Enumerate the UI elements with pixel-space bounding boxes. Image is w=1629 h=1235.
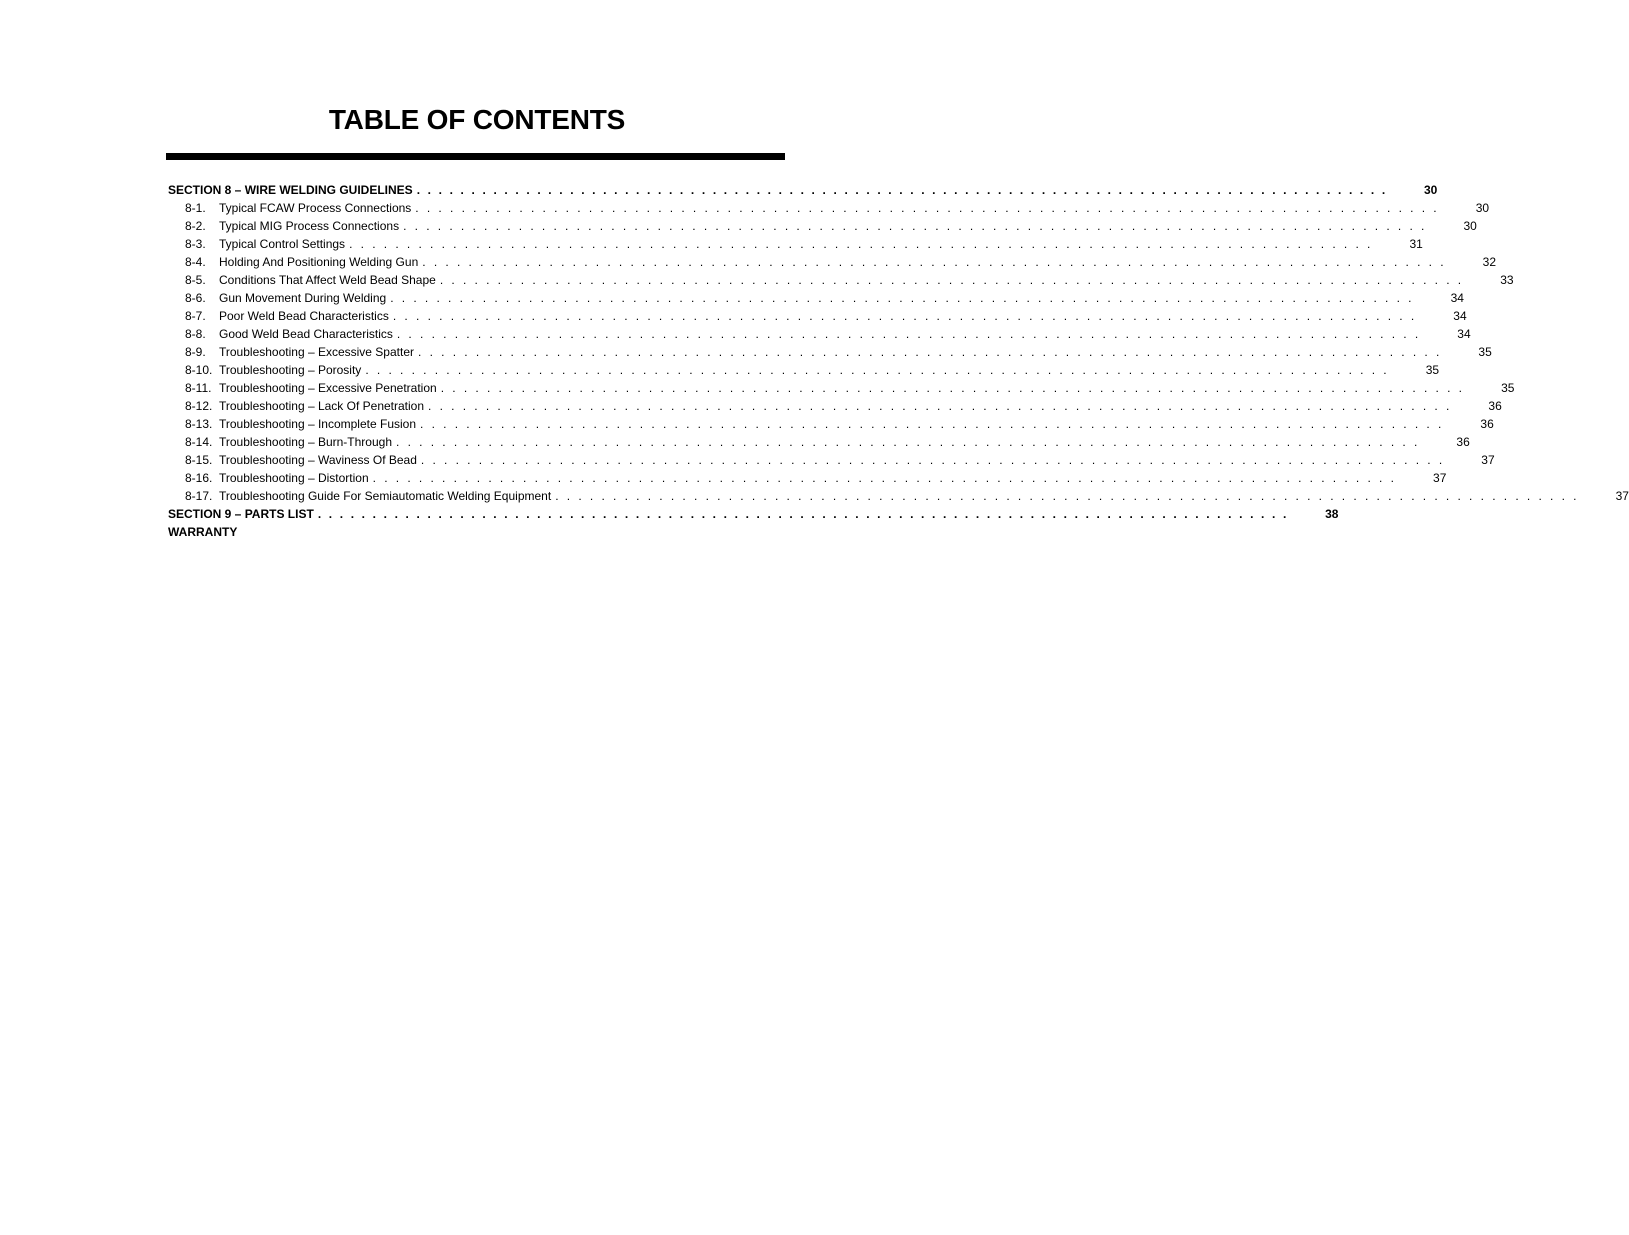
dot-leader: . . . . . . . . . . . . . . . . . . . . . . . . . . . . . . . . . . . . . . . . . . . . . . . . . . . . . . . . . . . . . . . . . . . . . . . . . . . . . . . . . . . . . . . . . xyxy=(372,471,1397,485)
toc-entry-number: 8-5. xyxy=(185,273,206,287)
toc-entry-number: 8-9. xyxy=(185,345,206,359)
toc-entry-page: 35 xyxy=(1478,345,1492,359)
toc-entry-page: 34 xyxy=(1453,309,1467,323)
toc-entry-number: 8-3. xyxy=(185,237,206,251)
toc-entry-8-7[interactable] xyxy=(168,307,1467,325)
toc-entry-page: 32 xyxy=(1482,255,1497,269)
toc-entry-label: Typical Control Settings xyxy=(219,237,346,251)
toc-entry-number: 8-13. xyxy=(185,417,213,431)
dot-leader: . . . . . . . . . . . . . . . . . . . . . . . . . . . . . . . . . . . . . . . . . . . . . . . . . . . . . . . . . . . . . . . . . . . . . . . . . . . . . . . . . . . . . . . . . xyxy=(428,399,1452,413)
dot-leader: . . . . . . . . . . . . . . . . . . . . . . . . . . . . . . . . . . . . . . . . . . . . . . . . . . . . . . . . . . . . . . . . . . . . . . . . . . . . . . . . . . . . . . . . . xyxy=(396,435,1420,449)
toc-entry-number: 8-12. xyxy=(185,399,213,413)
toc-entry-page: 30 xyxy=(1463,219,1477,233)
toc-entry-page: 30 xyxy=(1475,201,1490,215)
dot-leader: . . . . . . . . . . . . . . . . . . . . . . . . . . . . . . . . . . . . . . . . . . . . . . . . . . . . . . . . . . . . . . . . . . . . . . . . . . . . . . . . . . . . . . . . . xyxy=(392,309,1417,323)
dot-leader: . . . . . . . . . . . . . . . . . . . . . . . . . . . . . . . . . . . . . . . . . . . . . . . . . . . . . . . . . . . . . . . . . . . . . . . . . . . . . . . . . . . . . . . . . xyxy=(317,507,1289,521)
toc-entry-page: 37 xyxy=(1615,489,1629,503)
toc-entry-8-17[interactable] xyxy=(168,487,1629,505)
toc-entry-label: SECTION 8 – WIRE WELDING GUIDELINES xyxy=(168,183,413,197)
toc-entry-label: Gun Movement During Welding xyxy=(219,291,387,305)
toc-entry-page: 37 xyxy=(1433,471,1447,485)
toc-entry-8-5[interactable] xyxy=(168,271,1514,289)
dot-leader: . . . . . . . . . . . . . . . . . . . . . . . . . . . . . . . . . . . . . . . . . . . . . . . . . . . . . . . . . . . . . . . . . . . . . . . . . . . . . . . . . . . . . . . . . xyxy=(420,453,1445,467)
table-of-contents xyxy=(168,181,1629,541)
toc-entry-8-11[interactable] xyxy=(168,379,1515,397)
toc-entry-number: 8-1. xyxy=(185,201,206,215)
toc-entry-label: Troubleshooting – Waviness Of Bead xyxy=(219,453,417,467)
toc-entry-page: 36 xyxy=(1456,435,1470,449)
toc-entry-label: Typical FCAW Process Connections xyxy=(219,201,412,215)
toc-entry-8-10[interactable] xyxy=(168,361,1440,379)
toc-entry-label: Troubleshooting – Excessive Spatter xyxy=(219,345,414,359)
toc-entry-label: SECTION 9 – PARTS LIST xyxy=(168,507,314,521)
dot-leader: . . . . . . . . . . . . . . . . . . . . . . . . . . . . . . . . . . . . . . . . . . . . . . . . . . . . . . . . . . . . . . . . . . . . . . . . . . . . . . . . . . . . . . . . . xyxy=(403,219,1427,233)
toc-entry-number: 8-10. xyxy=(185,363,213,377)
page-title: TABLE OF CONTENTS xyxy=(328,104,626,135)
toc-entry-number: 8-11. xyxy=(185,381,212,395)
toc-entry-page: 33 xyxy=(1500,273,1514,287)
toc-entry-number: 8-15. xyxy=(185,453,213,467)
dot-leader: . . . . . . . . . . . . . . . . . . . . . . . . . . . . . . . . . . . . . . . . . . . . . . . . . . . . . . . . . . . . . . . . . . . . . . . . . . . . . . . . . . . . . . . . . xyxy=(365,363,1390,377)
toc-entry-label: WARRANTY xyxy=(168,525,238,539)
toc-entry-8-3[interactable] xyxy=(168,235,1423,253)
toc-entry-page: 37 xyxy=(1481,453,1495,467)
toc-entry-label: Conditions That Affect Weld Bead Shape xyxy=(219,273,436,287)
toc-entry-number: 8-6. xyxy=(185,291,206,305)
toc-entry-page: 30 xyxy=(1424,183,1438,197)
toc-entry-label: Good Weld Bead Characteristics xyxy=(219,327,393,341)
toc-entry-number: 8-8. xyxy=(185,327,206,341)
toc-entry-8-4[interactable] xyxy=(168,253,1497,271)
toc-entry-page: 35 xyxy=(1501,381,1515,395)
toc-entry-label: Typical MIG Process Connections xyxy=(219,219,400,233)
toc-entry-number: 8-4. xyxy=(185,255,206,269)
dot-leader: . . . . . . . . . . . . . . . . . . . . . . . . . . . . . . . . . . . . . . . . . . . . . . . . . . . . . . . . . . . . . . . . . . . . . . . . . . . . . . . . . . . . . . . . . xyxy=(349,237,1373,251)
toc-entry-label: Troubleshooting – Excessive Penetration xyxy=(219,381,437,395)
toc-entry-8-9[interactable] xyxy=(168,343,1492,361)
toc-entry-label: Troubleshooting – Burn-Through xyxy=(219,435,392,449)
toc-entry-number: 8-2. xyxy=(185,219,206,233)
toc-warranty[interactable] xyxy=(168,523,786,541)
dot-leader: . . . . . . . . . . . . . . . . . . . . . . . . . . . . . . . . . . . . . . . . . . . . . . . . . . . . . . . . . . . . . . . . . . . . . . . . . . . . . . . . . . . . . . . . . xyxy=(439,273,1464,287)
toc-entry-label: Troubleshooting Guide For Semiautomatic Welding Equipment xyxy=(219,489,552,503)
toc-section-9[interactable] xyxy=(168,505,1339,523)
toc-entry-label: Holding And Positioning Welding Gun xyxy=(219,255,419,269)
toc-entry-label: Troubleshooting – Distortion xyxy=(219,471,369,485)
toc-entry-page: 31 xyxy=(1409,237,1423,251)
toc-entry-page: 34 xyxy=(1450,291,1464,305)
dot-leader: . . . . . . . . . . . . . . . . . . . . . . . . . . . . . . . . . . . . . . . . . . . . . . . . . . . . . . . . . . . . . . . . . . . . . . . . . . . . . . . . . . . . . . . . . xyxy=(422,255,1447,269)
toc-entry-8-13[interactable] xyxy=(168,415,1494,433)
toc-entry-label: Troubleshooting – Lack Of Penetration xyxy=(219,399,425,413)
toc-entry-label: Troubleshooting – Porosity xyxy=(219,363,362,377)
dot-leader: . . . . . . . . . . . . . . . . . . . . . . . . . . . . . . . . . . . . . . . . . . . . . . . . . . . . . . . . . . . . . . . . . . . . . . . . . . . . . . . . . . . . . . . . . xyxy=(415,201,1440,215)
toc-entry-number: 8-7. xyxy=(185,309,206,323)
dot-leader: . . . . . . . . . . . . . . . . . . . . . . . . . . . . . . . . . . . . . . . . . . . . . . . . . . . . . . . . . . . . . . . . . . . . . . . . . . . . . . . . . . . . . . . . . xyxy=(396,327,1421,341)
dot-leader: . . . . . . . . . . . . . . . . . . . . . . . . . . . . . . . . . . . . . . . . . . . . . . . . . . . . . . . . . . . . . . . . . . . . . . . . . . . . . . . . . . . . . . . . . xyxy=(420,417,1444,431)
dot-leader: . . . . . . . . . . . . . . . . . . . . . . . . . . . . . . . . . . . . . . . . . . . . . . . . . . . . . . . . . . . . . . . . . . . . . . . . . . . . . . . . . . . . . . . . . xyxy=(418,345,1442,359)
toc-entry-number: 8-16. xyxy=(185,471,213,485)
toc-entry-8-1[interactable] xyxy=(168,199,1490,217)
dot-leader: . . . . . . . . . . . . . . . . . . . . . . . . . . . . . . . . . . . . . . . . . . . . . . . . . . . . . . . . . . . . . . . . . . . . . . . . . . . . . . . . . . . . . . . . . xyxy=(555,489,1579,503)
dot-leader: . . . . . . . . . . . . . . . . . . . . . . . . . . . . . . . . . . . . . . . . . . . . . . . . . . . . . . . . . . . . . . . . . . . . . . . . . . . . . . . . . . . . . . . . . xyxy=(440,381,1465,395)
toc-section-8[interactable] xyxy=(168,181,1438,199)
toc-entry-8-14[interactable] xyxy=(168,433,1470,451)
toc-entry-page: 38 xyxy=(1325,507,1339,521)
toc-entry-8-15[interactable] xyxy=(168,451,1495,469)
dot-leader: . . . . . . . . . . . . . . . . . . . . . . . . . . . . . . . . . . . . . . . . . . . . . . . . . . . . . . . . . . . . . . . . . . . . . . . . . . . . . . . . . . . . . . . . . xyxy=(416,183,1388,197)
title-rule xyxy=(166,153,785,160)
toc-entry-8-2[interactable] xyxy=(168,217,1477,235)
toc-entry-label: Troubleshooting – Incomplete Fusion xyxy=(219,417,417,431)
toc-entry-page: 36 xyxy=(1480,417,1494,431)
toc-entry-label: Poor Weld Bead Characteristics xyxy=(219,309,389,323)
dot-leader: . . . . . . . . . . . . . . . . . . . . . . . . . . . . . . . . . . . . . . . . . . . . . . . . . . . . . . . . . . . . . . . . . . . . . . . . . . . . . . . . . . . . . . . . . xyxy=(390,291,1414,305)
toc-entry-8-12[interactable] xyxy=(168,397,1502,415)
toc-entry-number: 8-14. xyxy=(185,435,213,449)
toc-entry-page: 34 xyxy=(1457,327,1471,341)
toc-entry-8-16[interactable] xyxy=(168,469,1447,487)
toc-entry-8-6[interactable] xyxy=(168,289,1464,307)
toc-entry-page: 35 xyxy=(1425,363,1440,377)
toc-entry-number: 8-17. xyxy=(185,489,213,503)
toc-entry-page: 36 xyxy=(1488,399,1502,413)
toc-entry-8-8[interactable] xyxy=(168,325,1471,343)
